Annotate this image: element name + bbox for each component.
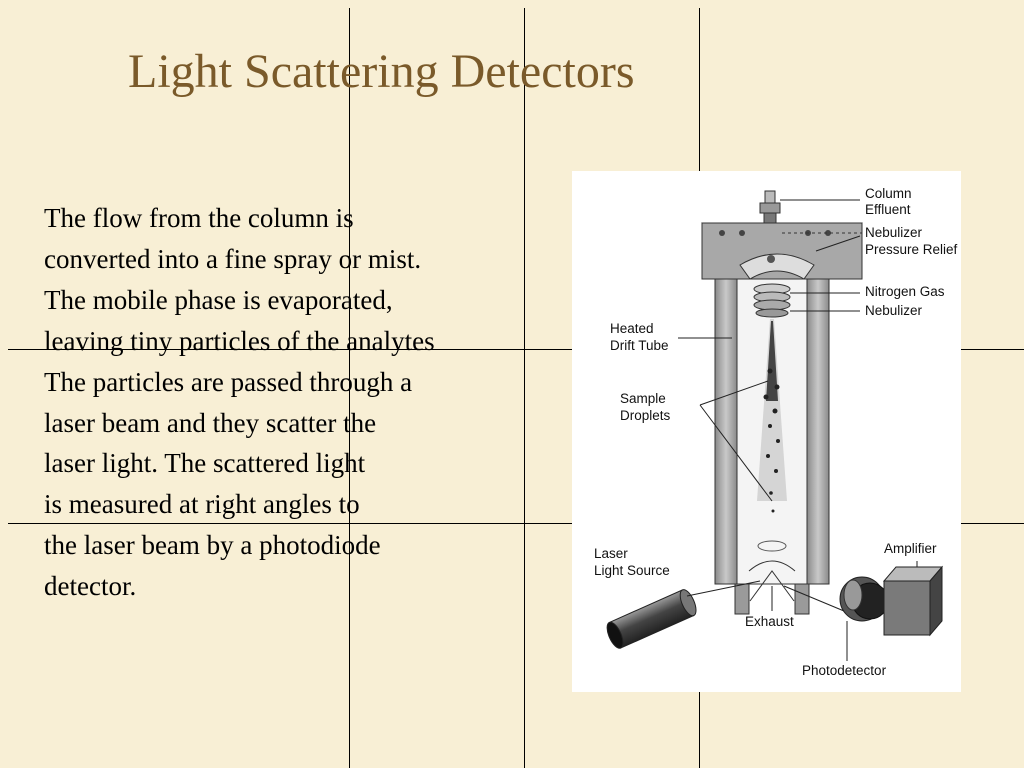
detector-diagram — [572, 171, 961, 692]
label-exhaust: Exhaust — [745, 614, 794, 629]
laser-light-source — [604, 587, 699, 650]
label-nebulizer: Nebulizer — [865, 303, 923, 318]
label-droplets: Droplets — [620, 408, 671, 423]
column-effluent-fitting — [760, 191, 780, 225]
body-line: laser light. The scattered light — [44, 448, 366, 479]
label-light-source: Light Source — [594, 563, 670, 578]
slide-title: Light Scattering Detectors — [128, 45, 635, 98]
photodetector — [840, 577, 888, 621]
body-line: detector. — [44, 571, 137, 602]
top-block — [702, 223, 862, 279]
label-drift-tube: Drift Tube — [610, 338, 669, 353]
body-text — [44, 198, 554, 607]
body-line: The particles are passed through a — [44, 366, 413, 397]
body-line: the laser beam by a photodiode — [44, 530, 381, 561]
label-amplifier: Amplifier — [884, 541, 937, 556]
body-line: converted into a fine spray or mist. — [44, 243, 422, 274]
body-line: laser beam and they scatter the — [44, 407, 377, 438]
amplifier — [884, 567, 942, 635]
label-column: Column — [865, 186, 912, 201]
label-photodetector: Photodetector — [802, 663, 887, 678]
label-sample: Sample — [620, 391, 666, 406]
label-pressure-relief: Pressure Relief — [865, 242, 958, 257]
body-line: The flow from the column is — [44, 203, 354, 233]
label-heated: Heated — [610, 321, 654, 336]
detector-diagram-svg — [572, 171, 961, 692]
body-line: is measured at right angles to — [44, 489, 360, 520]
label-effluent: Effluent — [865, 202, 911, 217]
label-nebulizer-relief: Nebulizer — [865, 225, 923, 240]
label-laser: Laser — [594, 546, 628, 561]
body-line: leaving tiny particles of the analytes — [44, 325, 435, 356]
body-line: The mobile phase is evaporated, — [44, 284, 393, 315]
nebulizer-rings — [754, 284, 790, 317]
label-nitrogen-gas: Nitrogen Gas — [865, 284, 945, 299]
